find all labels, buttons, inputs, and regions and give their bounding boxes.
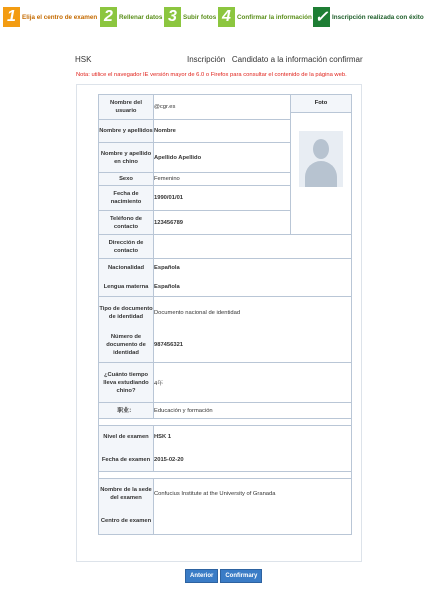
sex-label: Sexo bbox=[99, 173, 154, 186]
center-value bbox=[154, 509, 352, 535]
step-5-label: Inscripción realizada con éxito bbox=[332, 13, 424, 21]
venue-label: Nombre de la sede del examen bbox=[99, 479, 154, 509]
button-bar bbox=[185, 569, 262, 583]
confirm-button[interactable]: Confirmary bbox=[220, 569, 262, 583]
check-icon: ✓ bbox=[314, 9, 329, 26]
exam-level-value: HSK 1 bbox=[154, 426, 352, 449]
step-2-number: 2 bbox=[100, 7, 117, 27]
photo-cell bbox=[291, 95, 352, 235]
id-type-label: Tipo de documento de identidad bbox=[99, 297, 154, 329]
study-time-label: ¿Cuánto tiempo lleva estudiando chino? bbox=[99, 363, 154, 403]
avatar-placeholder-icon bbox=[299, 131, 343, 187]
chinese-name-label: Nombre y apellido en chino bbox=[99, 143, 154, 173]
occupation-value: Educación y formación bbox=[154, 403, 352, 419]
address-value bbox=[154, 235, 352, 259]
step-3-number: 3 bbox=[164, 7, 181, 27]
step-2-label: Rellenar datos bbox=[119, 13, 163, 21]
username-label: Nombre del usuario bbox=[99, 95, 154, 120]
exam-date-value: 2015-02-20 bbox=[154, 449, 352, 472]
page-subheader bbox=[0, 55, 438, 67]
step-4-label: Confirmar la información bbox=[237, 13, 312, 21]
id-number-value: 987456321 bbox=[154, 329, 352, 363]
candidate-info-table bbox=[98, 94, 352, 535]
previous-button[interactable]: Anterior bbox=[185, 569, 218, 583]
id-type-value: Documento nacional de identidad bbox=[154, 297, 352, 329]
step-3 bbox=[164, 7, 216, 27]
browser-note: Nota: utilice el navegador IE versión mayor de 6.0 o Firefox para consultar el contenido de la página web. bbox=[76, 72, 347, 78]
mother-tongue-label: Lengua materna bbox=[99, 278, 154, 297]
progress-steps bbox=[0, 0, 438, 42]
exam-level-label: Nivel de examen bbox=[99, 426, 154, 449]
birth-value: 1990/01/01 bbox=[154, 186, 291, 211]
nationality-value: Española bbox=[154, 259, 352, 278]
address-label: Dirección de contacto bbox=[99, 235, 154, 259]
photo-label: Foto bbox=[291, 95, 351, 113]
mother-tongue-value: Española bbox=[154, 278, 352, 297]
step-1-number: 1 bbox=[3, 7, 20, 27]
chinese-name-value: Apellido Apellido bbox=[154, 143, 291, 173]
step-1-label: Elija el centro de examen bbox=[22, 13, 98, 21]
center-label: Centro de examen bbox=[99, 509, 154, 535]
step-4-number: 4 bbox=[218, 7, 235, 27]
phone-value: 123456789 bbox=[154, 211, 291, 235]
step-2 bbox=[100, 7, 162, 27]
phone-label: Teléfono de contacto bbox=[99, 211, 154, 235]
study-time-value: 4年 bbox=[154, 363, 352, 403]
id-number-label: Número de documento de identidad bbox=[99, 329, 154, 363]
step-5 bbox=[313, 7, 424, 27]
page-title: Inscripción Candidato a la información confirmar bbox=[187, 55, 363, 64]
venue-value: Confucius Institute at the University of Granada bbox=[154, 479, 352, 509]
step-3-label: Subir fotos bbox=[183, 13, 217, 21]
step-4 bbox=[218, 7, 312, 27]
sex-value: Femenino bbox=[154, 173, 291, 186]
exam-name: HSK bbox=[75, 55, 92, 64]
occupation-label: 职业： bbox=[99, 403, 154, 419]
name-value: Nombre bbox=[154, 120, 291, 143]
username-value: @cgr.es bbox=[154, 95, 291, 120]
exam-date-label: Fecha de examen bbox=[99, 449, 154, 472]
birth-label: Fecha de nacimiento bbox=[99, 186, 154, 211]
nationality-label: Nacionalidad bbox=[99, 259, 154, 278]
step-1 bbox=[3, 7, 97, 27]
name-label: Nombre y apellidos bbox=[99, 120, 154, 143]
